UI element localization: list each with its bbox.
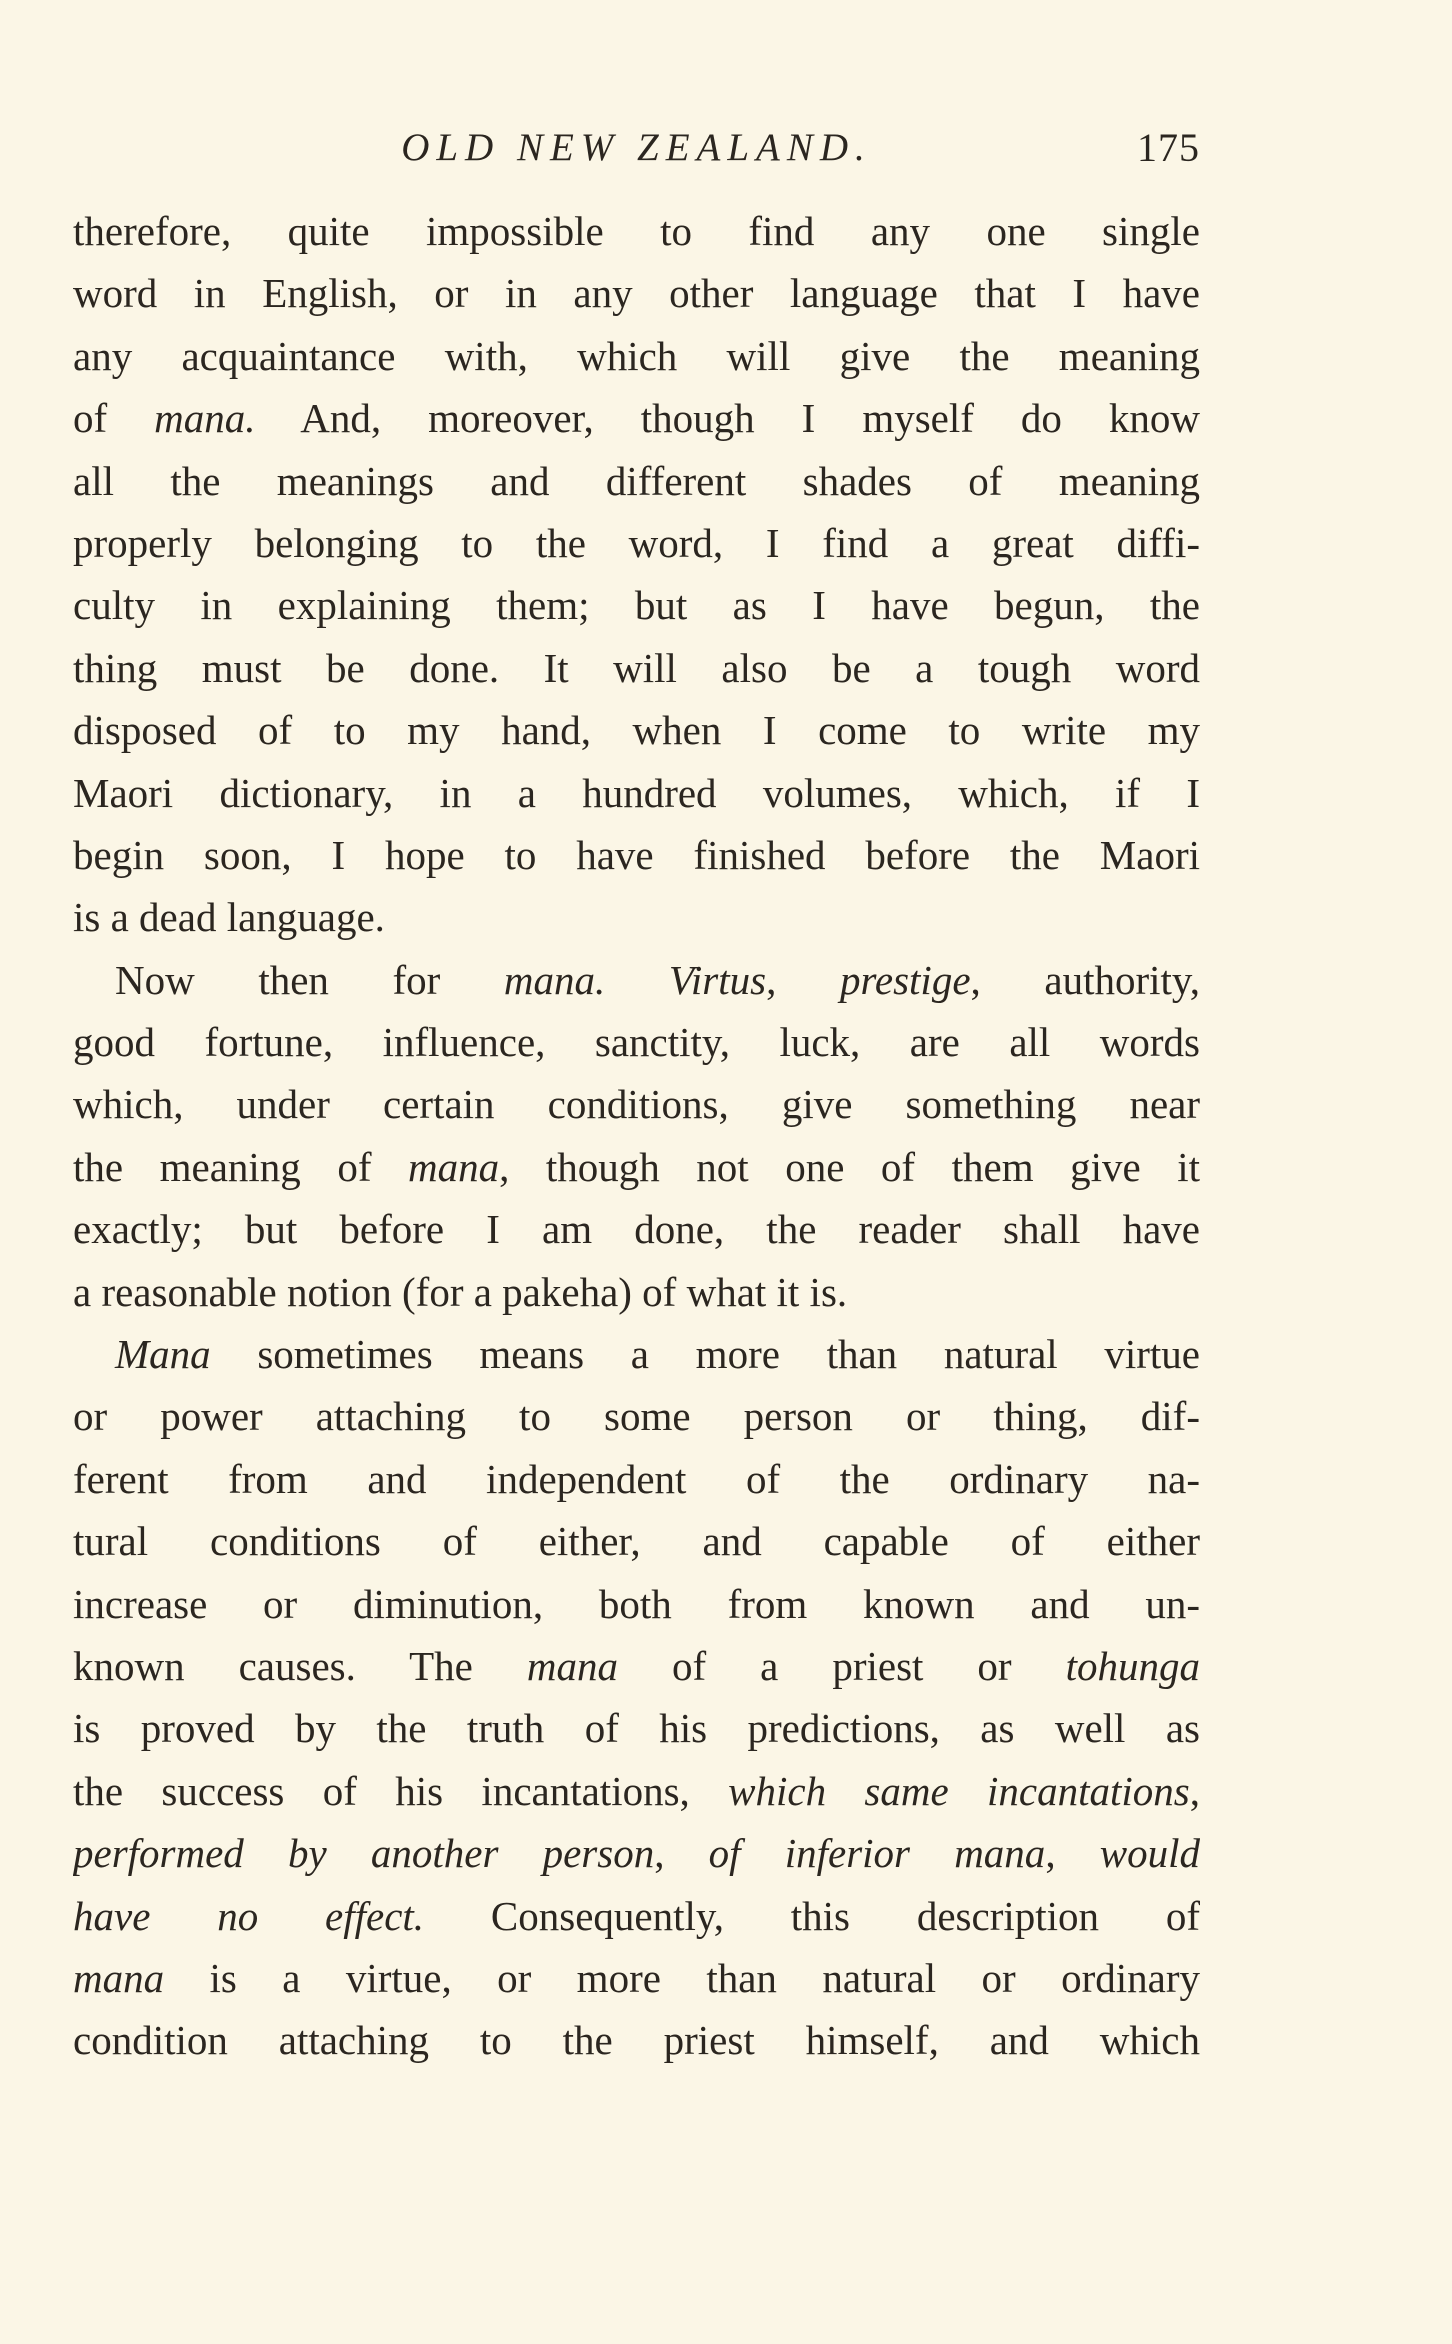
- text-run: or power attaching to some person or thing, dif-: [73, 1393, 1200, 1440]
- paragraph: [73, 949, 1200, 1323]
- text-line: [73, 1011, 1200, 1073]
- text-line: [73, 886, 1200, 948]
- text-run: sometimes means a more than natural virtue: [210, 1331, 1200, 1378]
- italic-text: performed by another person: [73, 1830, 655, 1877]
- text-line: [73, 1323, 1200, 1385]
- body-text: [73, 200, 1200, 2072]
- text-run: a reasonable notion (for a pakeha) of what it is.: [73, 1268, 848, 1315]
- text-run: Consequently, this description of: [424, 1892, 1200, 1939]
- text-line: [73, 1697, 1200, 1759]
- text-line: [73, 762, 1200, 824]
- text-line: [73, 2009, 1200, 2071]
- text-line: [73, 574, 1200, 636]
- italic-text: mana: [526, 1642, 618, 1689]
- text-run: Now then for: [115, 956, 504, 1003]
- text-line: [73, 1385, 1200, 1447]
- text-run: And, moreover, though I myself do know: [255, 395, 1200, 442]
- running-title: OLD NEW ZEALAND.: [401, 126, 872, 169]
- italic-text: Mana: [115, 1331, 211, 1378]
- text-run: ,: [654, 1830, 709, 1877]
- text-line: [73, 1573, 1200, 1635]
- text-line: [73, 200, 1200, 262]
- paragraph: [73, 200, 1200, 949]
- text-line: [73, 637, 1200, 699]
- text-line: [73, 325, 1200, 387]
- text-run: any acquaintance with, which will give the meaning: [73, 332, 1200, 379]
- text-run: condition attaching to the priest himself, and which: [73, 2017, 1200, 2064]
- text-run: ,: [1045, 1830, 1100, 1877]
- text-run: is a dead language.: [73, 894, 385, 941]
- italic-text: mana: [73, 1954, 165, 2001]
- text-line: [73, 512, 1200, 574]
- page-number: 175: [1137, 125, 1200, 170]
- italic-text: tohunga: [1065, 1642, 1200, 1689]
- text-run: ,: [1189, 1767, 1200, 1814]
- text-run: of a priest or: [617, 1642, 1066, 1689]
- text-run: is proved by the truth of his predictions, as well as: [73, 1705, 1200, 1752]
- italic-text: prestige: [839, 956, 971, 1003]
- text-line: [73, 1198, 1200, 1260]
- italic-text: mana.: [503, 956, 606, 1003]
- text-run: good fortune, influence, sanctity, luck, are all words: [73, 1019, 1200, 1066]
- text-line: [73, 1448, 1200, 1510]
- text-run: of: [73, 395, 155, 442]
- text-run: culty in explaining them; but as I have begun, the: [73, 582, 1200, 629]
- text-line: [73, 1885, 1200, 1947]
- text-run: is a virtue, or more than natural or ordinary: [164, 1954, 1200, 2001]
- italic-text: mana: [408, 1143, 500, 1190]
- text-run: increase or diminution, both from known and un-: [73, 1580, 1200, 1627]
- italic-text: would: [1099, 1830, 1200, 1877]
- running-head: [73, 118, 1200, 178]
- text-line: [73, 450, 1200, 512]
- text-run: thing must be done. It will also be a tough word: [73, 644, 1200, 691]
- text-line: [73, 1635, 1200, 1697]
- text-run: known causes. The: [73, 1642, 527, 1689]
- text-run: [605, 957, 669, 1003]
- text-run: all the meanings and different shades of meaning: [73, 457, 1200, 504]
- text-line: [73, 824, 1200, 886]
- text-run: exactly; but before I am done, the reader shall have: [73, 1206, 1200, 1253]
- italic-text: which same incantations: [728, 1767, 1190, 1814]
- text-line: [73, 699, 1200, 761]
- text-line: [73, 1073, 1200, 1135]
- text-line: [73, 262, 1200, 324]
- text-run: disposed of to my hand, when I come to write my: [73, 707, 1200, 754]
- text-run: tural conditions of either, and capable of either: [73, 1518, 1200, 1565]
- text-run: the success of his incantations,: [73, 1767, 729, 1814]
- text-run: ferent from and independent of the ordinary na-: [73, 1455, 1200, 1502]
- italic-text: mana.: [154, 395, 256, 442]
- text-line: [73, 1947, 1200, 2009]
- text-line: [73, 949, 1200, 1011]
- italic-text: of inferior mana: [708, 1830, 1046, 1877]
- italic-text: Virtus: [668, 956, 767, 1003]
- text-run: which, under certain conditions, give something near: [73, 1081, 1200, 1128]
- text-run: properly belonging to the word, I find a great diffi-: [73, 519, 1200, 566]
- text-run: ,: [766, 956, 840, 1003]
- text-line: [73, 1261, 1200, 1323]
- text-line: [73, 1760, 1200, 1822]
- text-run: begin soon, I hope to have finished before the Maori: [73, 831, 1200, 878]
- text-run: therefore, quite impossible to find any one single: [73, 208, 1200, 254]
- text-run: word in English, or in any other language that I have: [73, 270, 1200, 317]
- text-line: [73, 1822, 1200, 1884]
- text-line: [73, 387, 1200, 449]
- text-run: the meaning of: [73, 1143, 408, 1190]
- paragraph: [73, 1323, 1200, 2072]
- text-line: [73, 1510, 1200, 1572]
- text-run: , authority,: [970, 956, 1200, 1003]
- text-run: , though not one of them give it: [499, 1143, 1200, 1190]
- italic-text: have no effect.: [73, 1892, 425, 1939]
- text-line: [73, 1136, 1200, 1198]
- text-run: Maori dictionary, in a hundred volumes, which, if I: [73, 769, 1200, 816]
